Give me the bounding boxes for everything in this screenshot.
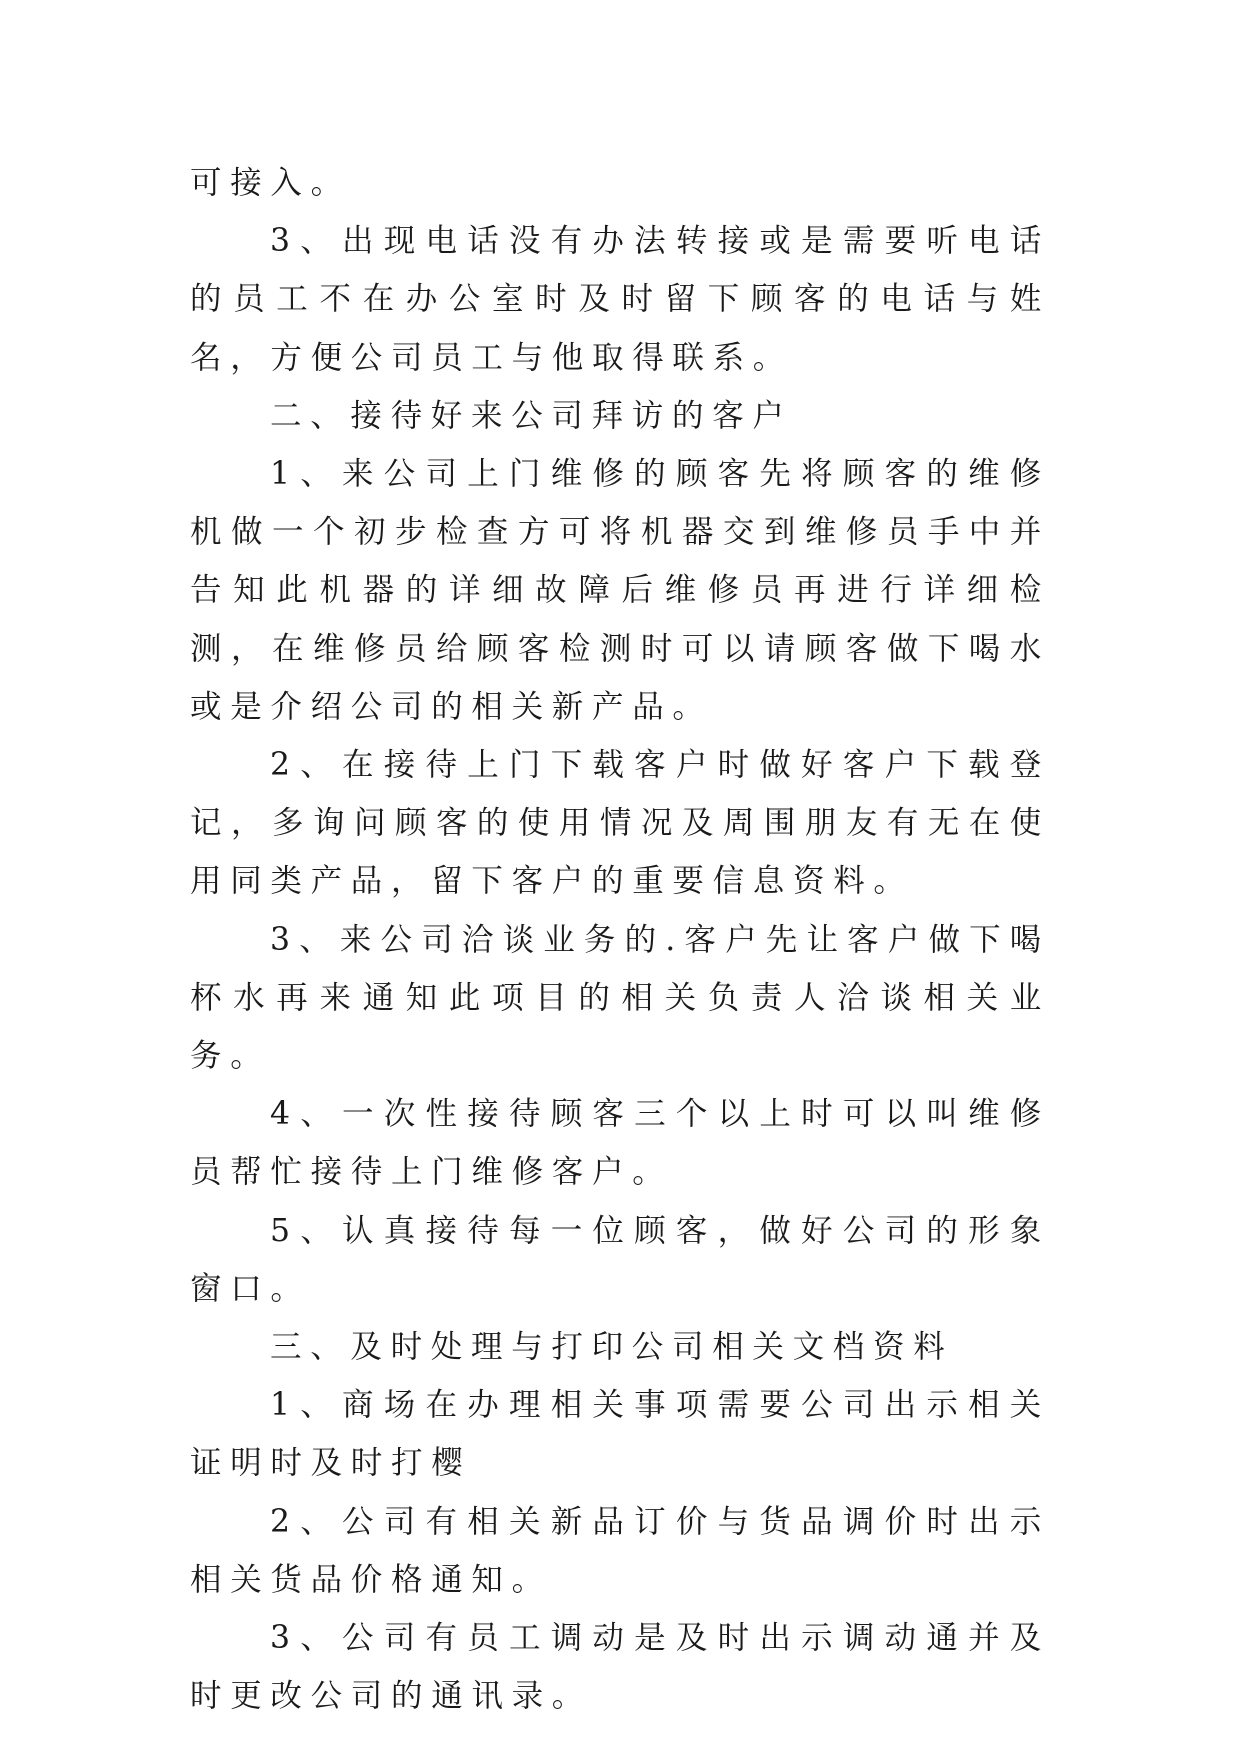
paragraph-item: 3、公司有员工调动是及时出示调动通并及时更改公司的通讯录。 <box>190 1620 1050 1715</box>
paragraph-item: 4、一次性接待顾客三个以上时可以叫维修员帮忙接待上门维修客户。 <box>190 1096 1050 1191</box>
paragraph-item: 1、来公司上门维修的顾客先将顾客的维修机做一个初步检查方可将机器交到维修员手中并告知此机器的详细故障后维修员再进行详细检测，在维修员给顾客检测时可以请顾客做下喝水或是介绍公司的相关新产品。 <box>190 456 1050 725</box>
paragraph-item: 3、来公司洽谈业务的.客户先让客户做下喝杯水再来通知此项目的相关负责人洽谈相关业务。 <box>190 921 1050 1075</box>
section-heading: 二、接待好来公司拜访的客户 <box>270 397 793 434</box>
paragraph-item: 2、在接待上门下载客户时做好客户下载登记，多询问顾客的使用情况及周围朋友有无在使用同类产品，留下客户的重要信息资料。 <box>190 747 1050 900</box>
paragraph-item: 5、认真接待每一位顾客，做好公司的形象窗口。 <box>190 1212 1050 1307</box>
paragraph-item: 2、公司有相关新品订价与货品调价时出示相关货品价格通知。 <box>190 1503 1050 1598</box>
document-body <box>190 154 1050 1725</box>
paragraph-item: 3、出现电话没有办法转接或是需要听电话的员工不在办公室时及时留下顾客的电话与姓名，方便公司员工与他取得联系。 <box>190 223 1050 376</box>
paragraph-continuation: 可接入。 <box>190 165 351 201</box>
paragraph-item: 1、商场在办理相关事项需要公司出示相关证明时及时打樱 <box>190 1387 1050 1482</box>
section-heading: 三、及时处理与打印公司相关文档资料 <box>270 1329 954 1366</box>
